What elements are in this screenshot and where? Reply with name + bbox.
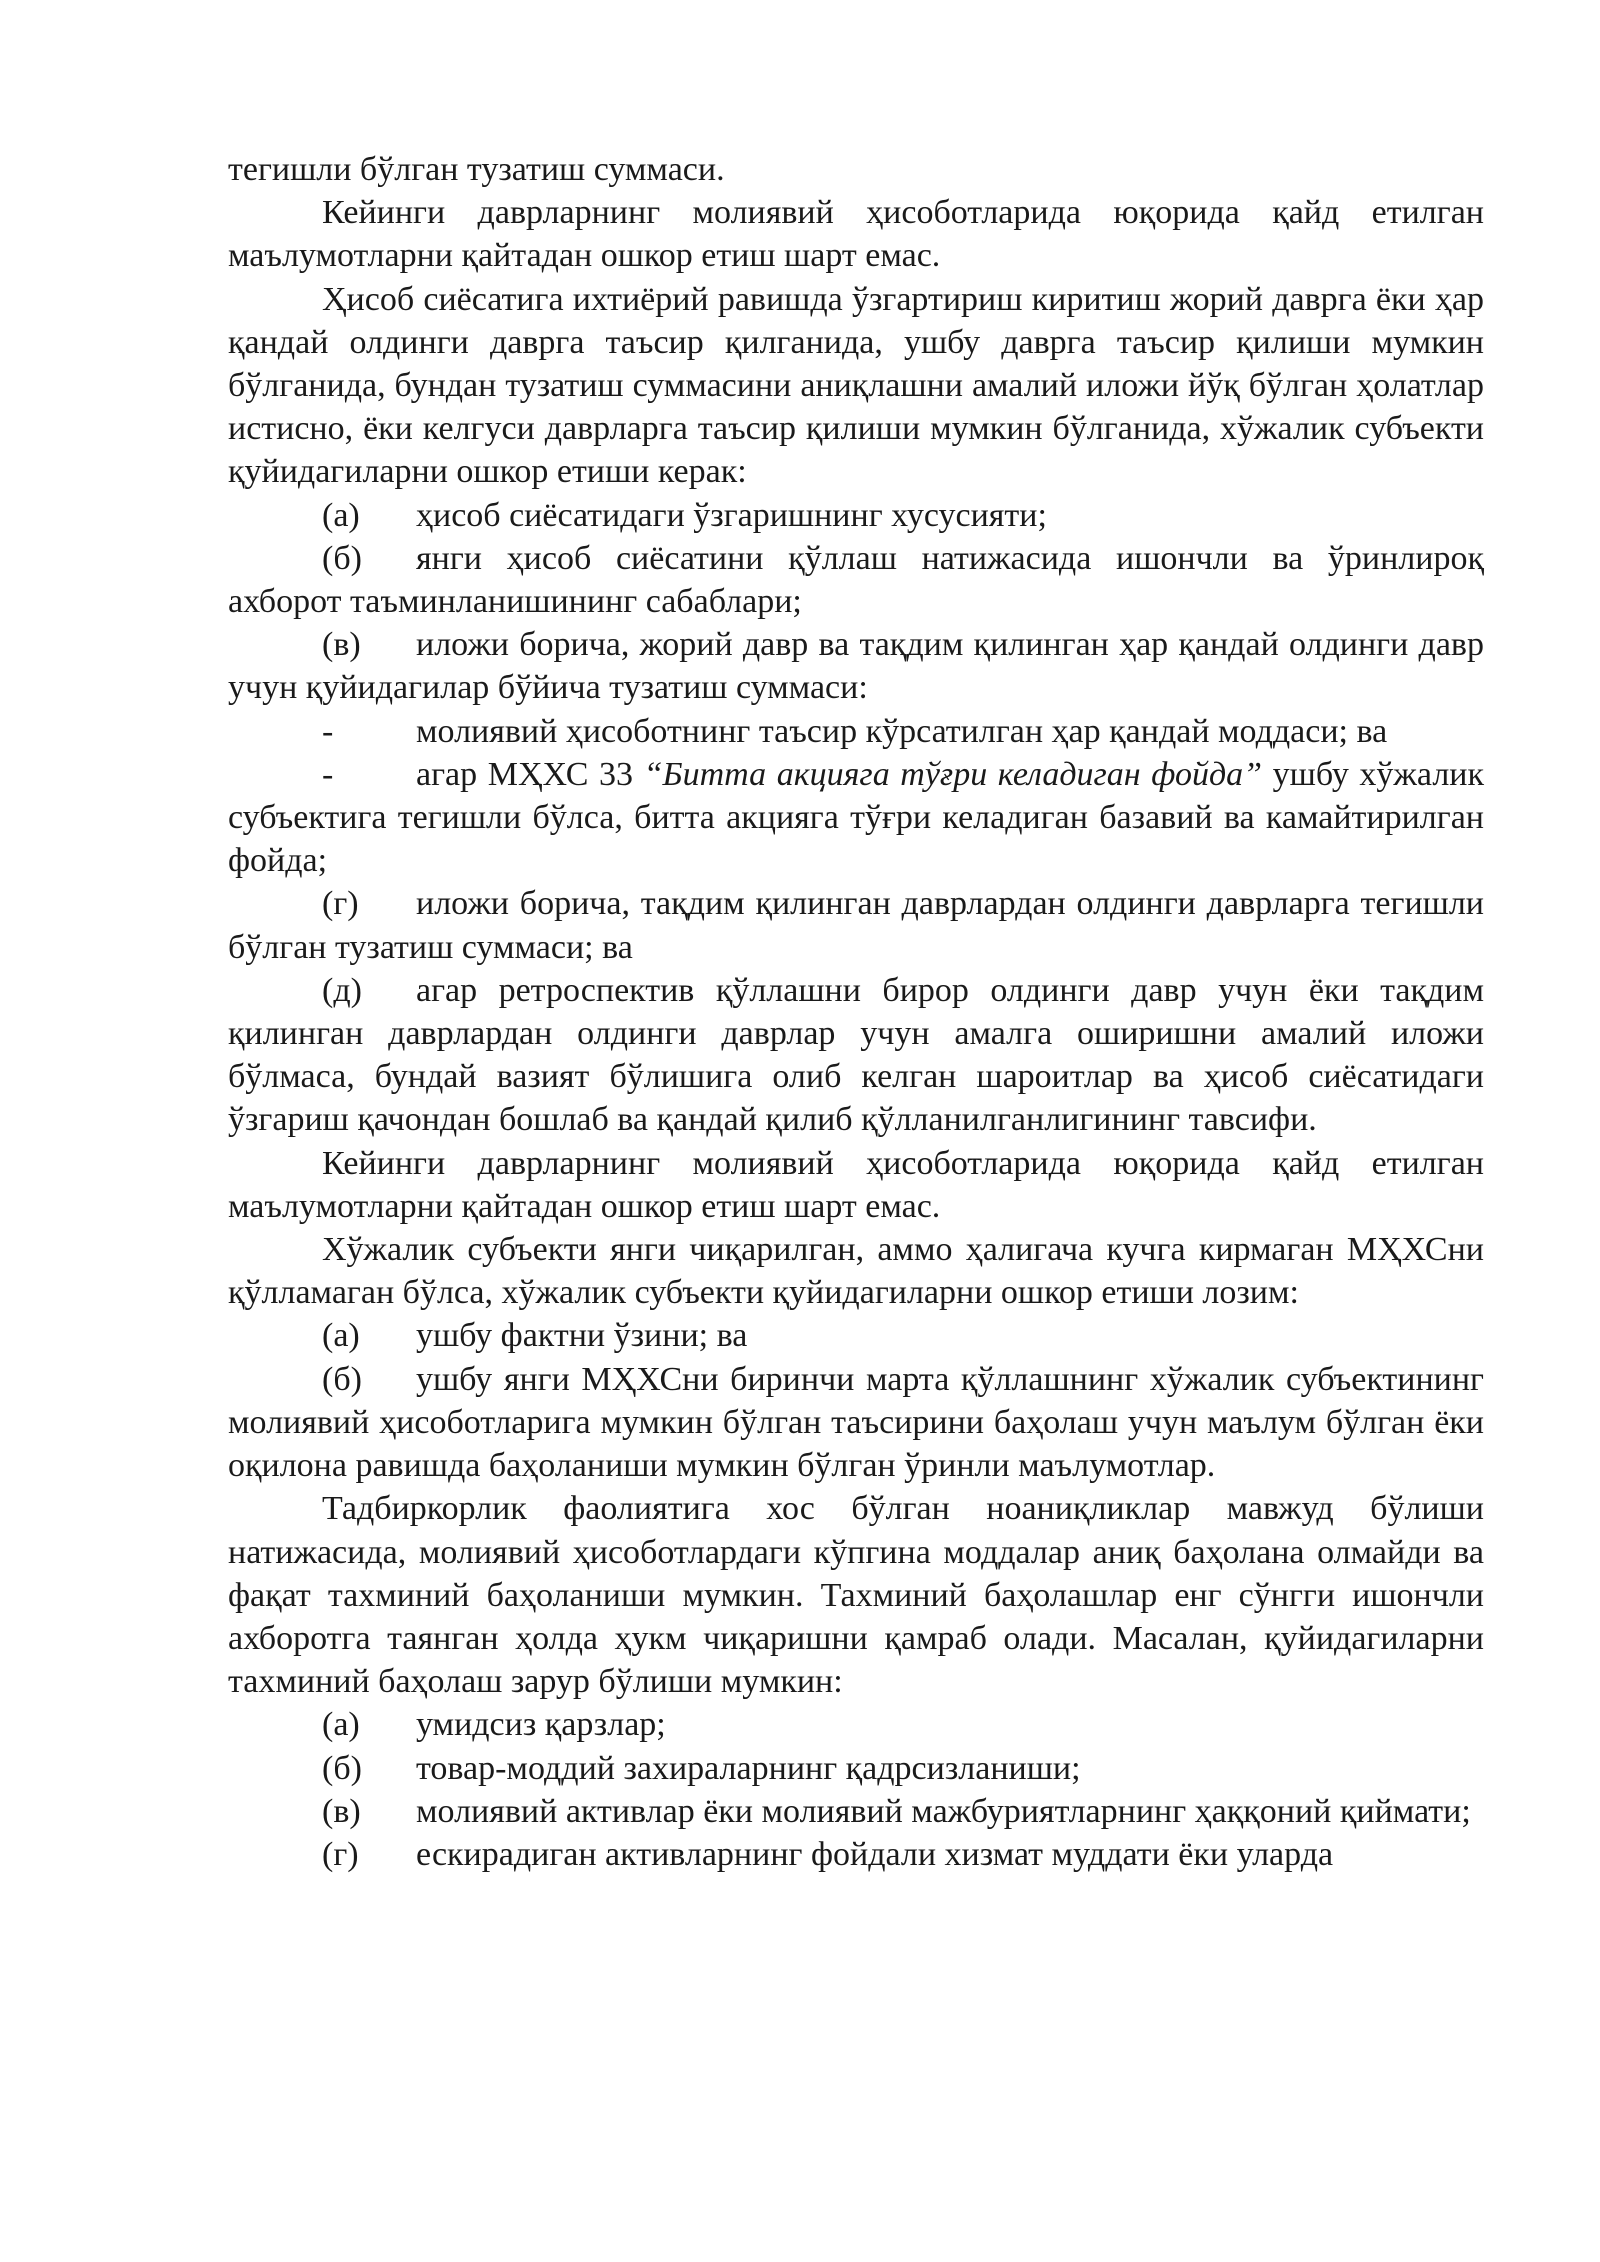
list-item-text: ушбу янги МҲХСни биринчи марта қўллашнинг хўжалик субъектининг молиявий ҳисоботларига мумкин бўлган таъсирини баҳолаш учун маълум бўлган ёки оқилона равишда баҳоланиши мумкин бўлган ўринли маълумотлар.	[228, 1360, 1484, 1485]
paragraph: Тадбиркорлик фаолиятига хос бўлган ноаниқликлар мавжуд бўлиши натижасида, молиявий ҳисоботлардаги кўпгина моддалар аниқ баҳолана олмайди ва фақат тахминий баҳоланиши мумкин. Тахминий баҳолашлар енг сўнгги ишончли ахборотга таянган ҳолда ҳукм чиқаришни қамраб олади. Масалан, қуйидагиларни тахминий баҳолаш зарур бўлиши мумкин:	[228, 1490, 1484, 1701]
list-item-text: ескирадиган активларнинг фойдали хизмат муддати ёки уларда	[416, 1835, 1334, 1873]
list-marker: -	[322, 755, 334, 793]
list-item	[228, 969, 1484, 1142]
list-item-text-before: агар МҲХС 33	[416, 755, 644, 793]
list-marker: (а)	[322, 1317, 360, 1355]
list-item	[228, 1747, 1484, 1790]
document-page	[228, 148, 1484, 1876]
paragraph: Ҳисоб сиёсатига ихтиёрий равишда ўзгартириш киритиш жорий даврга ёки ҳар қандай олдинги даврга таъсир қилганида, ушбу даврга таъсир қилиши мумкин бўлганида, бундан тузатиш суммасини аниқлашни амалий иложи йўқ бўлган ҳолатлар истисно, ёки келгуси даврларга таъсир қилиши мумкин бўлганида, хўжалик субъекти қуйидагиларни ошкор етиши керак:	[228, 280, 1484, 491]
list-item-text: ҳисоб сиёсатидаги ўзгаришнинг хусусияти;	[416, 496, 1047, 534]
list-marker: (а)	[322, 496, 360, 534]
paragraph: Хўжалик субъекти янги чиқарилган, аммо ҳалигача кучга кирмаган МҲХСни қўлламаган бўлса, хўжалик субъекти қуйидагиларни ошкор етиши лозим:	[228, 1231, 1484, 1312]
list-item-text: янги ҳисоб сиёсатини қўллаш натижасида ишончли ва ўринлироқ ахборот таъминланишининг сабаблари;	[228, 539, 1484, 621]
list-marker: (б)	[322, 1749, 362, 1787]
standard-title: “Битта акцияга тўғри келадиган фойда”	[643, 755, 1263, 793]
list-item-text: иложи борича, жорий давр ва тақдим қилинган ҳар қандай олдинги давр учун қуйидагилар бўйича тузатиш суммаси:	[228, 626, 1484, 707]
list-item	[228, 494, 1484, 537]
list-item-text: агар ретроспектив қўллашни бирор олдинги давр учун ёки тақдим қилинган даврлардан олдинги даврлар учун амалга оширишни амалий иложи бўлмаса, бундай вазият бўлишига олиб келган шароитлар ва ҳисоб сиёсатидаги ўзгариш қачондан бошлаб ва қандай қилиб қўлланилганлигининг тавсифи.	[228, 971, 1484, 1139]
list-item	[228, 1314, 1484, 1357]
paragraph: тегишли бўлган тузатиш суммаси.	[228, 151, 725, 188]
list-marker: (б)	[322, 1360, 362, 1398]
list-item	[228, 1358, 1484, 1488]
list-item-text: умидсиз қарзлар;	[416, 1706, 666, 1744]
list-item-text: ушбу фактни ўзини; ва	[416, 1317, 748, 1355]
list-marker: (д)	[322, 971, 362, 1009]
list-item	[228, 882, 1484, 968]
list-marker: (б)	[322, 539, 362, 577]
list-item	[228, 537, 1484, 623]
list-marker: (а)	[322, 1706, 360, 1744]
list-marker: (г)	[322, 1835, 359, 1873]
paragraph: Кейинги даврларнинг молиявий ҳисоботларида юқорида қайд етилган маълумотларни қайтадан ошкор етиш шарт емас.	[228, 1144, 1484, 1225]
list-marker: -	[322, 712, 334, 750]
list-marker: (в)	[322, 1792, 361, 1830]
list-item-text: иложи борича, тақдим қилинган даврлардан олдинги даврларга тегишли бўлган тузатиш суммаси; ва	[228, 885, 1484, 966]
list-item	[228, 1703, 1484, 1746]
paragraph: Кейинги даврларнинг молиявий ҳисоботларида юқорида қайд етилган маълумотларни қайтадан ошкор етиш шарт емас.	[228, 194, 1484, 275]
list-item-text: молиявий ҳисоботнинг таъсир кўрсатилган ҳар қандай моддаси; ва	[416, 712, 1388, 750]
list-item	[228, 1790, 1484, 1833]
list-item-text: молиявий активлар ёки молиявий мажбуриятларнинг ҳаққоний қиймати;	[416, 1792, 1471, 1830]
list-marker: (г)	[322, 885, 359, 923]
list-item	[228, 1833, 1484, 1876]
list-item	[228, 623, 1484, 709]
list-item-text-after: ушбу хўжалик субъектига тегишли бўлса, битта акцияга тўғри келадиган базавий ва камайтирилган фойда;	[228, 755, 1484, 880]
list-item-text: товар-моддий захираларнинг қадрсизланиши;	[416, 1749, 1081, 1787]
list-item	[228, 753, 1484, 883]
list-item	[228, 710, 1484, 753]
list-marker: (в)	[322, 626, 361, 664]
